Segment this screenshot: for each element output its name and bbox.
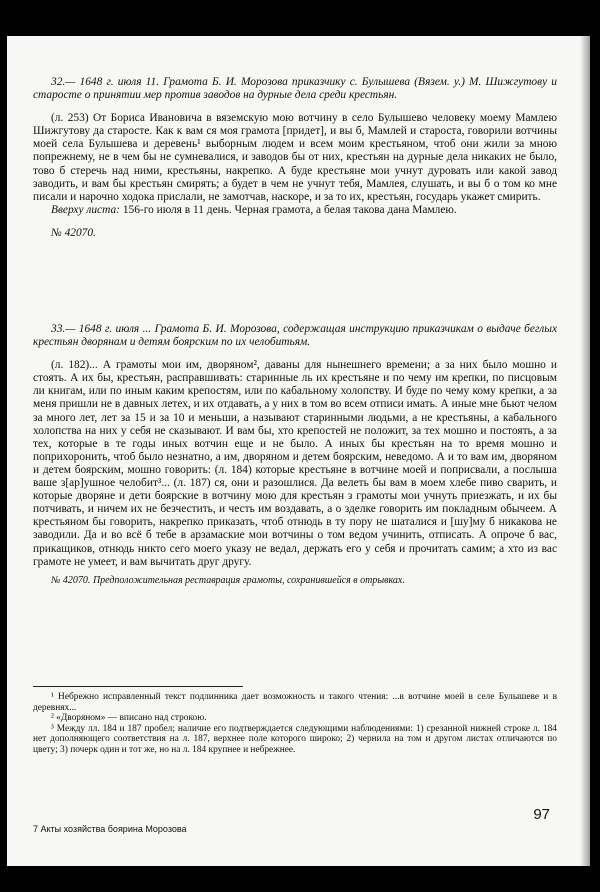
entry-33-body: (л. 182)... А грамоты мои им, дворяном², даваны для нынешнего времени; а за них было мошно и стоять. А их бы, крестьян, расправшивать: старинные ль их крестьяне и по чему им крепки, по писцовым ли книгам, или по иным каким крепостям, или по кабальному холопству. И буде по чему кому крепки, а за меня пришли не в давных летех, и их отдавать, а у них в том во всем отписи имать. А иные мне бьют челом за много лет, лет за 15 и за 10 и меньши, а называют старинными людьми, а не крестьяны, а кабального холопства на них у себя не сказывают. И вам бы, хто крепостей не положит, за тех мошно и постоять, а за тех, которые в те годы иных вотчин еще и не было. А иных бы крестьян на то время мошно и поприхоронить, чтоб было незнатно, а им, дворяном и детем боярским, неведомо. А и то вам им, дворяном и детем боярским, мошно говорить: (л. 184) которые крестьяне в вотчине моей и поприсвали, а послыша ваше з[ар]ушное челобит³... (л. 187) ся, они и разошлися. Да велеть бы вам в моем хлебе пиво сварить, и которые дворяне и дети боярские в вотчину мою для крестьян з грамоты мои учнуть приезжать, и их бы потчивать, и ничем их не безчестить, и честь им воздавать, а о зделке говорить им покладным обычеем. А крестьяном бы говорить, накрепко приказать, чтоб отнюдь в ту пору не шаталися и [шу]му б никакова не заводили. Да и во всё б тебе в арзамаские мои вотчины о том ведом учинить, отписать. А опроче б вас, прикащиков, отнюдь никто сего моего указу не ведал, держать его у себя и прочитать самим; а хто из вас грамоте не умеет, и вам вычитать друг другу. <box>33 359 557 568</box>
entry-32-note-label: Вверху листа: <box>51 203 120 216</box>
entry-32 <box>33 76 557 240</box>
entry-33 <box>33 323 557 586</box>
footnote-1: ¹ Небрежно исправленный текст подлинника дает возможность и такого чтения: ...в вотчине моей в селе Булышеве и в деревнях... <box>33 692 557 713</box>
entry-32-body: (л. 253) От Бориса Ивановича в вяземскую мою вотчину в село Булышево человеку моему Мамлею Шижгутову да старосте. Как к вам ся моя грамота [придет], и вы б, Мамлей и староста, говорили вотчины моей села Булышева и деревень¹ выборным людем и всем моим крестьяном, чтоб они жили за мною попрежнему, не в чем бы не сумневалися, и заводов бы от них, крестьян на дурные дела никаких не было, тово б стеречь над ними, крестьяны, накрепко. А буде крестьяне мои учнут дуровать или какой завод заводить, и вам бы крестьян смирять; а будет в чем не учнут тебя, Мамлея, слушать, и вы б о том ко мне писали и нарочно ходока прислали, не замотчав, наскоре, и за то их, крестьян, государь укажет смирить. <box>33 112 557 203</box>
entry-33-number-note: Предположительная реставрация грамоты, сохранившейся в отрывках. <box>92 574 405 586</box>
footer-signature: 7 Акты хозяйства боярина Морозова <box>33 824 187 834</box>
footnotes <box>33 692 557 756</box>
entry-33-number: № 42070. <box>51 574 91 586</box>
footnote-2: ² «Дворяном» — вписано над строкою. <box>51 713 207 724</box>
entry-33-number-line <box>33 575 557 587</box>
entry-32-heading: 32.— 1648 г. июля 11. Грамота Б. И. Морозова приказчику с. Булышева (Вязем. у.) М. Шижгутову и старосте о принятии мер против заводов на дурные дела среди крестьян. <box>33 76 557 102</box>
entry-33-heading: 33.— 1648 г. июля ... Грамота Б. И. Морозова, содержащая инструкцию приказчикам о выдаче беглых крестьян дворянам и детям боярским по их челобитьям. <box>33 323 557 349</box>
footnote-3: ³ Между лл. 184 и 187 пробел; наличие его подтверждается следующими наблюдениями: 1) срезанной нижней строке л. 184 нет дополняющего соответствия на л. 187, верхнее поле которого широко; 2) чернила на том и другом листах отличаются по цвету; 3) почерк один и тот же, но на л. 184 крупнее и небрежнее. <box>33 723 557 755</box>
entry-32-note <box>33 204 557 217</box>
document-page <box>7 36 590 866</box>
entry-32-note-text: 156-го июля в 11 день. Черная грамота, а белая такова дана Мамлею. <box>122 203 457 216</box>
page-number: 97 <box>533 806 550 823</box>
page-edge-shadow <box>580 36 590 866</box>
entry-32-number: № 42070. <box>51 226 96 239</box>
footnote-divider <box>33 686 243 687</box>
